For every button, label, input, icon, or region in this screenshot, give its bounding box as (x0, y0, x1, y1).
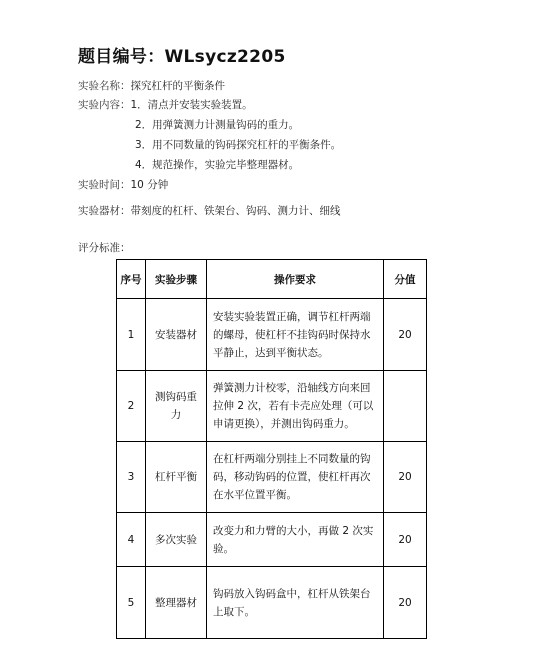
experiment-time-label: 实验时间： (78, 179, 131, 191)
table-row (117, 299, 427, 371)
content-item-1: 1．清点并安装实验装置。 (130, 99, 253, 111)
table-header-row (117, 260, 427, 299)
header-no: 序号 (117, 260, 146, 299)
document-title: 题目编号：WLsycz2205 (78, 47, 286, 67)
row-step: 多次实验 (146, 513, 207, 567)
header-requirement: 操作要求 (207, 260, 384, 299)
experiment-time-value: 10 分钟 (130, 179, 169, 191)
experiment-time-line (78, 177, 168, 192)
row-score: 20 (384, 513, 427, 567)
row-score (384, 371, 427, 442)
header-step: 实验步骤 (146, 260, 207, 299)
row-step: 测钩码重力 (146, 371, 207, 442)
row-step: 安装器材 (146, 299, 207, 371)
header-score: 分值 (384, 260, 427, 299)
content-item-4: 4．规范操作，实验完毕整理器材。 (135, 159, 300, 171)
table-row (117, 567, 427, 639)
row-no: 4 (117, 513, 146, 567)
row-score: 20 (384, 567, 427, 639)
row-requirement: 安装实验装置正确，调节杠杆两端的螺母，使杠杆不挂钩码时保持水平静止，达到平衡状态。 (207, 299, 384, 371)
row-no: 2 (117, 371, 146, 442)
row-requirement: 改变力和力臂的大小，再做 2 次实验。 (207, 513, 384, 567)
equipment-line (78, 203, 341, 218)
row-requirement: 弹簧测力计校零，沿轴线方向来回拉伸 2 次，若有卡壳应处理（可以申请更换），并测出钩码重力。 (207, 371, 384, 442)
experiment-name-label: 实验名称： (78, 80, 131, 92)
row-requirement: 钩码放入钩码盒中，杠杆从铁架台上取下。 (207, 567, 384, 639)
content-item-3: 3．用不同数量的钩码探究杠杆的平衡条件。 (135, 139, 342, 151)
equipment-label: 实验器材： (78, 205, 131, 217)
experiment-name-line (78, 78, 225, 93)
scoring-label: 评分标准： (78, 242, 131, 254)
row-no: 5 (117, 567, 146, 639)
table-row (117, 442, 427, 513)
row-no: 3 (117, 442, 146, 513)
experiment-name-value: 探究杠杆的平衡条件 (130, 80, 225, 92)
content-item-2: 2．用弹簧测力计测量钩码的重力。 (135, 119, 300, 131)
experiment-content-line (78, 97, 253, 112)
row-no: 1 (117, 299, 146, 371)
table-row (117, 513, 427, 567)
table-row (117, 371, 427, 442)
equipment-value: 带刻度的杠杆、铁架台、钩码、测力计、细线 (130, 205, 341, 217)
experiment-content-label: 实验内容： (78, 99, 131, 111)
row-score: 20 (384, 299, 427, 371)
row-score: 20 (384, 442, 427, 513)
row-requirement: 在杠杆两端分别挂上不同数量的钩码，移动钩码的位置，使杠杆再次在水平位置平衡。 (207, 442, 384, 513)
row-step: 整理器材 (146, 567, 207, 639)
scoring-table (116, 259, 427, 639)
row-step: 杠杆平衡 (146, 442, 207, 513)
